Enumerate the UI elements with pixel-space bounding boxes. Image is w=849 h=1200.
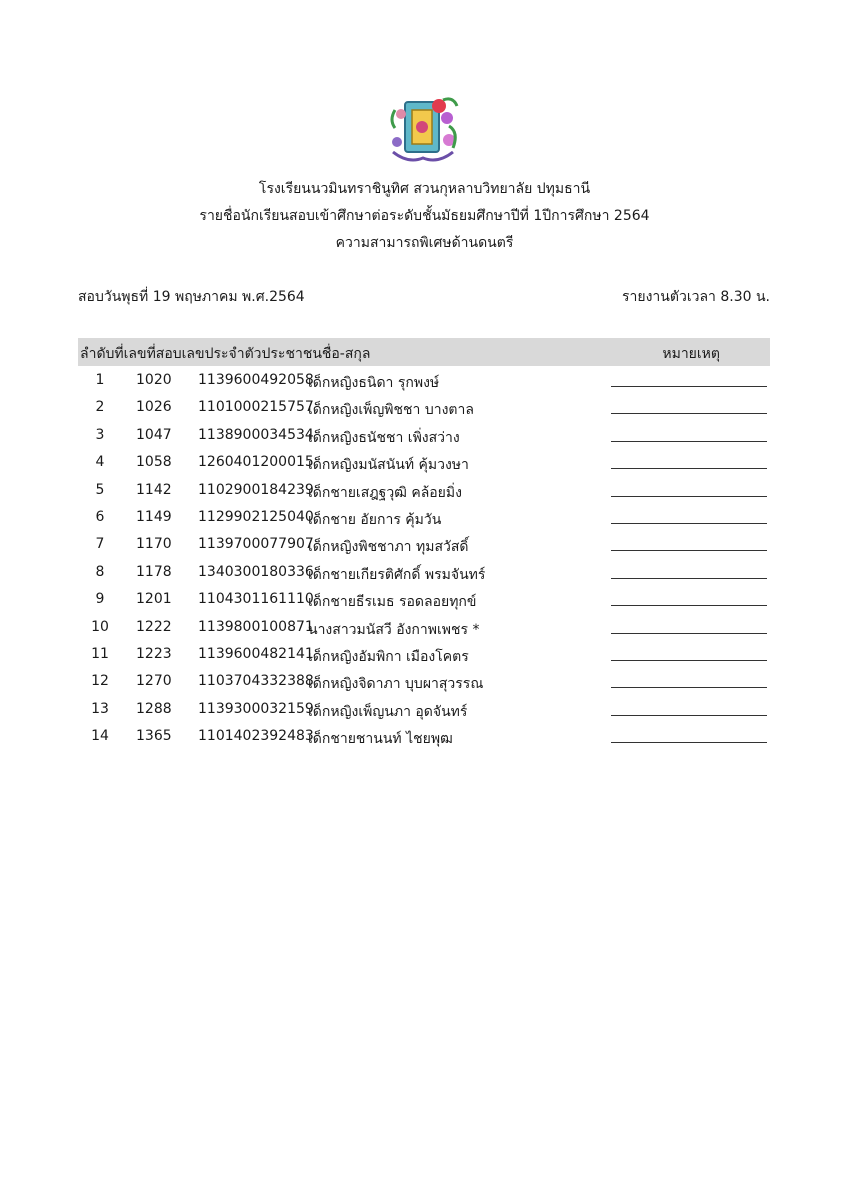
note-line <box>611 550 767 551</box>
table-row <box>78 503 770 530</box>
note-line <box>611 578 767 579</box>
table-row <box>78 366 770 393</box>
table-row <box>78 640 770 667</box>
exam-date: สอบวันพุธที่ 19 พฤษภาคม พ.ศ.2564 <box>78 289 305 305</box>
table-row <box>78 530 770 557</box>
category-title: ความสามารถพิเศษด้านดนตรี <box>335 235 514 251</box>
student-name: เด็กหญิงธนิดา รุกพงษ์ <box>308 375 440 391</box>
row-number: 3 <box>95 426 105 443</box>
exam-number: 1058 <box>136 454 172 471</box>
document-subtitle: รายชื่อนักเรียนสอบเข้าศึกษาต่อระดับชั้นมัธยมศึกษาปีที่ 1ปีการศึกษา 2564 <box>199 208 650 224</box>
header-columns: ลำดับที่เลขที่สอบเลขประจำตัวประชาชนชื่อ-สกุล <box>80 346 371 362</box>
student-name: นางสาวมนัสวี อังกาพเพชร * <box>308 621 480 638</box>
header-note: หมายเหตุ <box>662 346 720 362</box>
exam-number: 1142 <box>136 481 172 498</box>
row-number: 11 <box>91 645 109 662</box>
exam-number: 1178 <box>136 563 172 580</box>
table-row <box>78 695 770 722</box>
citizen-id: 1260401200015 <box>198 454 314 471</box>
citizen-id: 1139600492058 <box>198 372 314 388</box>
note-line <box>611 386 767 387</box>
row-number: 4 <box>95 454 105 471</box>
table-row <box>78 613 770 640</box>
student-table <box>78 338 770 749</box>
citizen-id: 1101402392483 <box>198 728 314 745</box>
citizen-id: 1139600482141 <box>198 645 314 662</box>
note-line <box>611 496 767 497</box>
citizen-id: 1138900034534 <box>198 426 314 443</box>
table-row <box>78 667 770 694</box>
table-header <box>78 338 770 366</box>
row-number: 14 <box>91 728 109 745</box>
title-block <box>0 176 849 257</box>
row-number: 6 <box>95 508 105 525</box>
student-name: เด็กหญิงธนัชชา เพิ่งสว่าง <box>308 429 460 446</box>
exam-number: 1026 <box>136 399 172 416</box>
row-number: 12 <box>91 673 109 690</box>
citizen-id: 1139700077907 <box>198 536 314 553</box>
note-line <box>611 413 767 414</box>
exam-number: 1020 <box>136 372 172 388</box>
student-name: เด็กหญิงพิชชาภา ทุมสวัสดิ์ <box>308 539 469 556</box>
citizen-id: 1139800100871 <box>198 618 314 635</box>
exam-number: 1170 <box>136 536 172 553</box>
school-emblem-icon <box>383 92 463 170</box>
row-number: 2 <box>95 399 105 416</box>
table-row <box>78 393 770 420</box>
note-line <box>611 633 767 634</box>
meta-row <box>78 286 770 308</box>
exam-number: 1288 <box>136 700 172 717</box>
school-name: โรงเรียนนวมินทราชินูทิศ สวนกุหลาบวิทยาลัย ปทุมธานี <box>258 181 591 197</box>
exam-number: 1149 <box>136 508 172 525</box>
row-number: 10 <box>91 618 109 635</box>
table-row <box>78 722 770 749</box>
row-number: 7 <box>95 536 105 553</box>
table-row <box>78 448 770 475</box>
report-time: รายงานตัวเวลา 8.30 น. <box>622 289 770 305</box>
citizen-id: 1102900184239 <box>198 481 314 498</box>
exam-number: 1222 <box>136 618 172 635</box>
exam-number: 1365 <box>136 728 172 745</box>
student-name: เด็กหญิงเพ็ญพิชชา บางตาล <box>308 402 474 419</box>
citizen-id: 1139300032159 <box>198 700 314 717</box>
note-line <box>611 441 767 442</box>
row-number: 1 <box>95 372 105 388</box>
table-row <box>78 476 770 503</box>
student-name: เด็กชายเสฎฐวุฒิ คล้อยมิ่ง <box>308 484 462 501</box>
table-body <box>78 366 770 749</box>
student-name: เด็กหญิงจิดาภา บุบผาสุวรรณ <box>308 676 484 693</box>
student-name: เด็กชายธีรเมธ รอดลอยทุกข์ <box>308 594 477 611</box>
student-name: เด็กหญิงอัมพิกา เมืองโคตร <box>308 648 469 665</box>
exam-number: 1223 <box>136 645 172 662</box>
table-row <box>78 558 770 585</box>
row-number: 13 <box>91 700 109 717</box>
exam-number: 1270 <box>136 673 172 690</box>
row-number: 8 <box>95 563 105 580</box>
student-name: เด็กชาย อัยการ คุ้มวัน <box>308 511 442 528</box>
citizen-id: 1340300180336 <box>198 563 314 580</box>
row-number: 9 <box>95 591 105 608</box>
student-name: เด็กชายเกียรติศักดิ์ พรมจันทร์ <box>308 566 486 583</box>
citizen-id: 1101000215757 <box>198 399 314 416</box>
exam-number: 1047 <box>136 426 172 443</box>
note-line <box>611 687 767 688</box>
note-line <box>611 468 767 469</box>
note-line <box>611 523 767 524</box>
student-name: เด็กหญิงมนัสนันท์ คุ้มวงษา <box>308 457 469 474</box>
note-line <box>611 660 767 661</box>
note-line <box>611 715 767 716</box>
row-number: 5 <box>95 481 105 498</box>
student-name: เด็กชายชานนท์ ไชยพุฒ <box>308 731 453 748</box>
student-name: เด็กหญิงเพ็ญนภา อุดจันทร์ <box>308 703 468 720</box>
note-line <box>611 742 767 743</box>
table-row <box>78 421 770 448</box>
citizen-id: 1129902125040 <box>198 508 314 525</box>
exam-number: 1201 <box>136 591 172 608</box>
note-line <box>611 605 767 606</box>
citizen-id: 1103704332388 <box>198 673 314 690</box>
table-row <box>78 585 770 612</box>
citizen-id: 1104301161110 <box>198 591 314 608</box>
